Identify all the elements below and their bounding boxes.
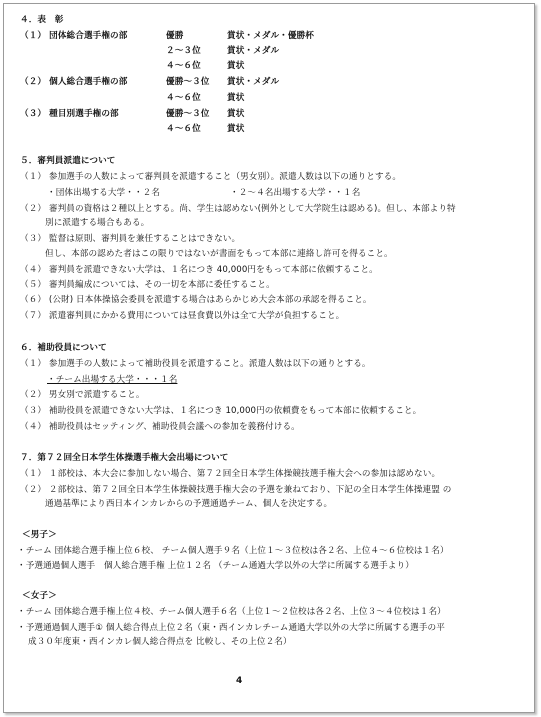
award-row-prize: 賞状 [227, 124, 245, 134]
section-4-heading: ４．表 彰 [20, 15, 64, 25]
page-number: 4 [236, 676, 243, 686]
referee-item-1: （１） 参加選手の人数によって審判員を派遣すること（男女別）。派遣人数は以下の通りとする。 [20, 172, 402, 182]
qualify-item-1: （１） １部校は、本大会に参加しない場合、第７２回全日本学生体操競技選手権大会への参加は認めない。 [20, 469, 441, 479]
assistant-item-3: （３） 補助役員を派遣できない大学は、１名につき 10,000円の依頼費をもって本部に依頼すること。 [20, 406, 422, 416]
referee-item-5: （５） 審判員編成については、その一切を本部に委任すること。 [20, 280, 275, 290]
referee-bullet-team: ・団体出場する大学・・２名 [47, 188, 161, 198]
award-row-prize: 賞状・メダル [227, 46, 280, 56]
qualify-item-2-cont: 通過基準により西日本インカレからの予選通過チーム、個人を決定する。 [45, 499, 333, 509]
women-individual-criteria-cont: 成３０年度東・西インカレ個人総合得点を 比較し、その上位２名） [28, 637, 292, 647]
men-heading: ＜男子＞ [22, 530, 57, 540]
women-heading: ＜女子＞ [22, 591, 57, 601]
qualify-item-2: （２） ２部校は、第７２回全日本学生体操競技選手権大会の予選を兼ねており、下記の全日本学生体操連盟 の [20, 485, 452, 495]
women-team-criteria: ・チーム 団体総合選手権上位４校、チーム個人選手６名（上位１～２位校は各２名、上位３～４位校は１名） [17, 607, 446, 617]
award-row-label: （２） 個人総合選手権の部 [20, 77, 128, 87]
award-row-prize: 賞状 [227, 109, 245, 119]
award-row-rank: 優勝～３位 [166, 77, 210, 87]
women-individual-criteria: ・予選通過個人選手① 個人総合得点上位２名（東・西インカレチーム通過大学以外の大学に所属する選手の平 [17, 623, 445, 633]
award-row-label: （１） 団体総合選手権の部 [20, 31, 128, 41]
award-row-rank: ４～６位 [166, 93, 201, 103]
award-row-rank: ４～６位 [166, 61, 201, 71]
referee-item-6: （６） (公財) 日本体操協会委員を派遣する場合はあらかじめ大会本部の承認を得ること。 [20, 295, 372, 305]
men-individual-criteria: ・予選通過個人選手 個人総合選手権 上位１２名 （チーム通過大学以外の大学に所属する選手より） [17, 561, 414, 571]
referee-item-2-cont: 別に派遣する場合もある。 [45, 218, 150, 228]
award-row-prize: 賞状・メダル [227, 77, 280, 87]
assistant-item-4: （４） 補助役員はセッティング、補助役員会議への参加を義務付ける。 [20, 422, 300, 432]
referee-bullet-individual: ・２～４名出場する大学・・１名 [230, 188, 361, 198]
award-row-rank: 優勝～３位 [166, 109, 210, 119]
assistant-item-1: （１） 参加選手の人数によって補助役員を派遣すること。派遣人数は以下の通りとする。 [20, 359, 371, 369]
award-row-prize: 賞状 [227, 93, 245, 103]
section-7-heading: ７．第７２回全日本学生体操選手権大会出場について [20, 453, 229, 463]
men-team-criteria: ・チーム 団体総合選手権上位６校、 チーム個人選手９名（上位１～３位校は各２名、上位４～６位校は１名） [17, 546, 449, 556]
referee-item-3-cont: 但し、本部の認めた者はこの限りではないが書面をもって本部に連絡し許可を得ること。 [45, 249, 393, 259]
award-row-prize: 賞状 [227, 61, 245, 71]
award-row-label: （３） 種目別選手権の部 [20, 109, 119, 119]
award-row-rank: 優勝 [166, 31, 184, 41]
award-row-rank: ２～３位 [166, 46, 201, 56]
award-row-prize: 賞状・メダル・優勝杯 [227, 31, 314, 41]
award-row-rank: ４～６位 [166, 124, 201, 134]
referee-item-2: （２） 審判員の資格は２種以上とする。尚、学生は認めない(例外として大学院生は認める)。但し、本部より特 [20, 204, 456, 214]
referee-item-4: （４） 審判員を派遣できない大学は、１名につき 40,000円をもって本部に依頼すること。 [20, 265, 378, 275]
referee-item-3: （３） 監督は原則、審判員を兼任することはできない。 [20, 234, 241, 244]
section-5-heading: ５．審判員派遣について [20, 156, 116, 166]
assistant-item-2: （２） 男女別で派遣すること。 [20, 390, 145, 400]
assistant-bullet-team: ・チーム出場する大学・・・１名 [47, 375, 178, 385]
section-6-heading: ６．補助役員について [20, 343, 107, 353]
referee-item-7: （７） 派遣審判員にかかる費用については昼食費以外は全て大学が負担すること。 [20, 311, 345, 321]
